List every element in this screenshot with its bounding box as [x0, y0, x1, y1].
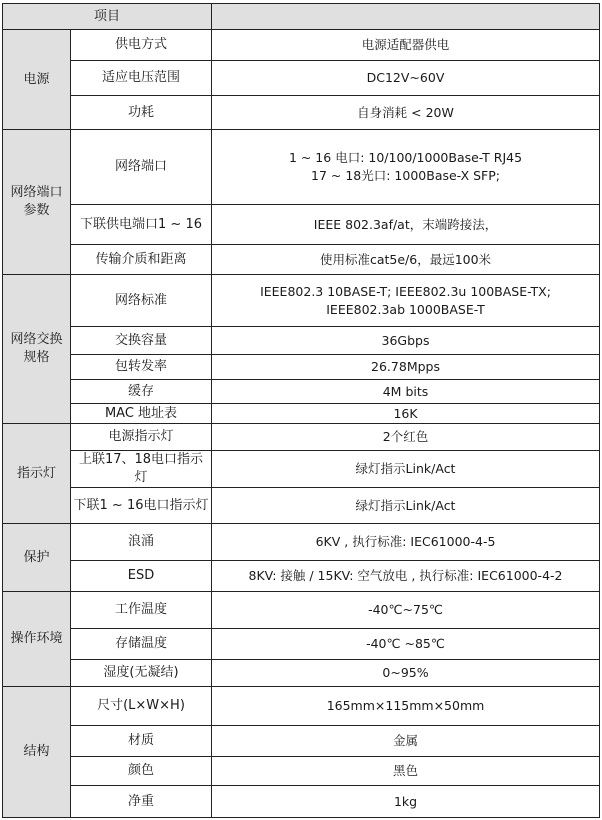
item-cell: 网络标准 — [71, 275, 212, 327]
value-line: -40℃ ~85℃ — [366, 636, 445, 651]
value-cell — [212, 660, 600, 687]
value-cell — [212, 130, 600, 205]
category-cell — [3, 592, 71, 687]
value-cell — [212, 561, 600, 592]
value-line: 0~95% — [382, 665, 429, 680]
table-row — [3, 561, 600, 592]
item-cell: 工作温度 — [71, 592, 212, 629]
table-row — [3, 451, 600, 488]
value-line: 金属 — [393, 733, 419, 748]
item-cell: 网络端口 — [71, 130, 212, 205]
value-line: 4M bits — [382, 383, 429, 399]
value-line: 8KV: 接触 / 15KV: 空气放电 , 执行标准: IEC61000-4-2 — [248, 568, 563, 583]
item-cell: 适应电压范围 — [71, 61, 212, 96]
value-line: 165mm×115mm×50mm — [326, 698, 485, 713]
table-row — [3, 629, 600, 660]
item-cell: 下联1 ~ 16电口指示灯 — [71, 488, 212, 524]
category-cell — [3, 687, 71, 818]
table-row — [3, 130, 600, 205]
category-label: 网络交换规格 — [10, 332, 63, 365]
item-cell: 功耗 — [71, 96, 212, 130]
value-cell — [212, 61, 600, 96]
value-cell — [212, 380, 600, 404]
item-cell: 供电方式 — [71, 30, 212, 61]
value-line: 使用标准cat5e/6，最远100米 — [319, 251, 492, 267]
value-cell — [212, 786, 600, 818]
value-cell — [212, 524, 600, 561]
category-cell — [3, 30, 71, 130]
item-cell: ESD — [71, 561, 212, 592]
table-row — [3, 488, 600, 524]
category-label: 保护 — [23, 549, 50, 565]
value-line: DC12V~60V — [366, 70, 445, 85]
table-row — [3, 30, 600, 61]
table-row — [3, 245, 600, 275]
value-cell — [212, 30, 600, 61]
header-value — [212, 4, 600, 30]
category-cell — [3, 524, 71, 592]
table-row — [3, 757, 600, 786]
value-line: IEEE802.3 10BASE-T; IEEE802.3u 100BASE-TX; — [260, 283, 551, 299]
value-cell — [212, 592, 600, 629]
table-row — [3, 524, 600, 561]
value-cell — [212, 404, 600, 424]
table-row — [3, 726, 600, 757]
value-cell — [212, 488, 600, 524]
table-row — [3, 96, 600, 130]
value-line: -40℃~75℃ — [368, 602, 443, 617]
item-cell: 下联供电端口1 ~ 16 — [71, 205, 212, 245]
item-cell: 浪涌 — [71, 524, 212, 561]
value-line: 2个红色 — [382, 429, 429, 444]
value-line: 26.78Mpps — [371, 359, 440, 374]
value-cell — [212, 424, 600, 451]
table-row — [3, 205, 600, 245]
item-cell: 湿度(无凝结) — [71, 660, 212, 687]
table-row — [3, 687, 600, 726]
item-cell: 净重 — [71, 786, 212, 818]
value-line: IEEE802.3ab 1000BASE-T — [326, 301, 485, 317]
item-cell: 存储温度 — [71, 629, 212, 660]
category-cell — [3, 275, 71, 424]
value-cell — [212, 96, 600, 130]
value-cell — [212, 687, 600, 726]
value-cell — [212, 205, 600, 245]
category-label: 网络端口参数 — [10, 185, 63, 218]
item-cell: 颜色 — [71, 757, 212, 786]
value-line: 黑色 — [393, 763, 419, 778]
category-label: 指示灯 — [16, 465, 56, 481]
value-line: 36Gbps — [381, 332, 430, 348]
value-line: 绿灯指示Link/Act — [355, 497, 456, 513]
value-line: 1kg — [393, 793, 418, 809]
table-row — [3, 275, 600, 327]
item-cell: 电源指示灯 — [71, 424, 212, 451]
value-line: 6KV , 执行标准: IEC61000-4-5 — [315, 534, 496, 549]
value-line: 电源适配器供电 — [361, 37, 450, 52]
table-header-row — [3, 4, 600, 30]
item-cell: MAC 地址表 — [71, 404, 212, 424]
category-label: 电源 — [23, 71, 50, 87]
table-row — [3, 786, 600, 818]
value-line: 绿灯指示Link/Act — [355, 461, 456, 476]
item-cell: 交换容量 — [71, 327, 212, 355]
category-cell — [3, 130, 71, 275]
value-line: 1 ~ 16 电口: 10/100/1000Base-T RJ45 — [288, 150, 523, 165]
table-row — [3, 61, 600, 96]
table-row — [3, 404, 600, 424]
value-line: 16K — [393, 405, 418, 421]
item-cell: 包转发率 — [71, 355, 212, 380]
table-row — [3, 327, 600, 355]
header-item: 项目 — [3, 4, 212, 30]
value-cell — [212, 327, 600, 355]
value-cell — [212, 451, 600, 488]
table-row — [3, 660, 600, 687]
value-cell — [212, 245, 600, 275]
value-cell — [212, 355, 600, 380]
category-label: 操作环境 — [10, 631, 63, 646]
spec-table — [2, 3, 600, 818]
category-cell — [3, 424, 71, 524]
item-cell: 上联17、18电口指示灯 — [71, 451, 212, 488]
table-row — [3, 592, 600, 629]
item-cell: 传输介质和距离 — [71, 245, 212, 275]
category-label: 结构 — [23, 744, 50, 759]
value-cell — [212, 629, 600, 660]
item-cell: 缓存 — [71, 380, 212, 404]
item-cell: 尺寸(L×W×H) — [71, 687, 212, 726]
value-line: 17 ~ 18光口: 1000Base-X SFP; — [311, 168, 500, 183]
table-row — [3, 355, 600, 380]
value-cell — [212, 757, 600, 786]
value-line: 自身消耗 < 20W — [357, 104, 454, 120]
value-cell — [212, 275, 600, 327]
table-row — [3, 424, 600, 451]
item-cell: 材质 — [71, 726, 212, 757]
value-cell — [212, 726, 600, 757]
table-row — [3, 380, 600, 404]
value-line: IEEE 802.3af/at，末端跨接法， — [313, 216, 498, 232]
